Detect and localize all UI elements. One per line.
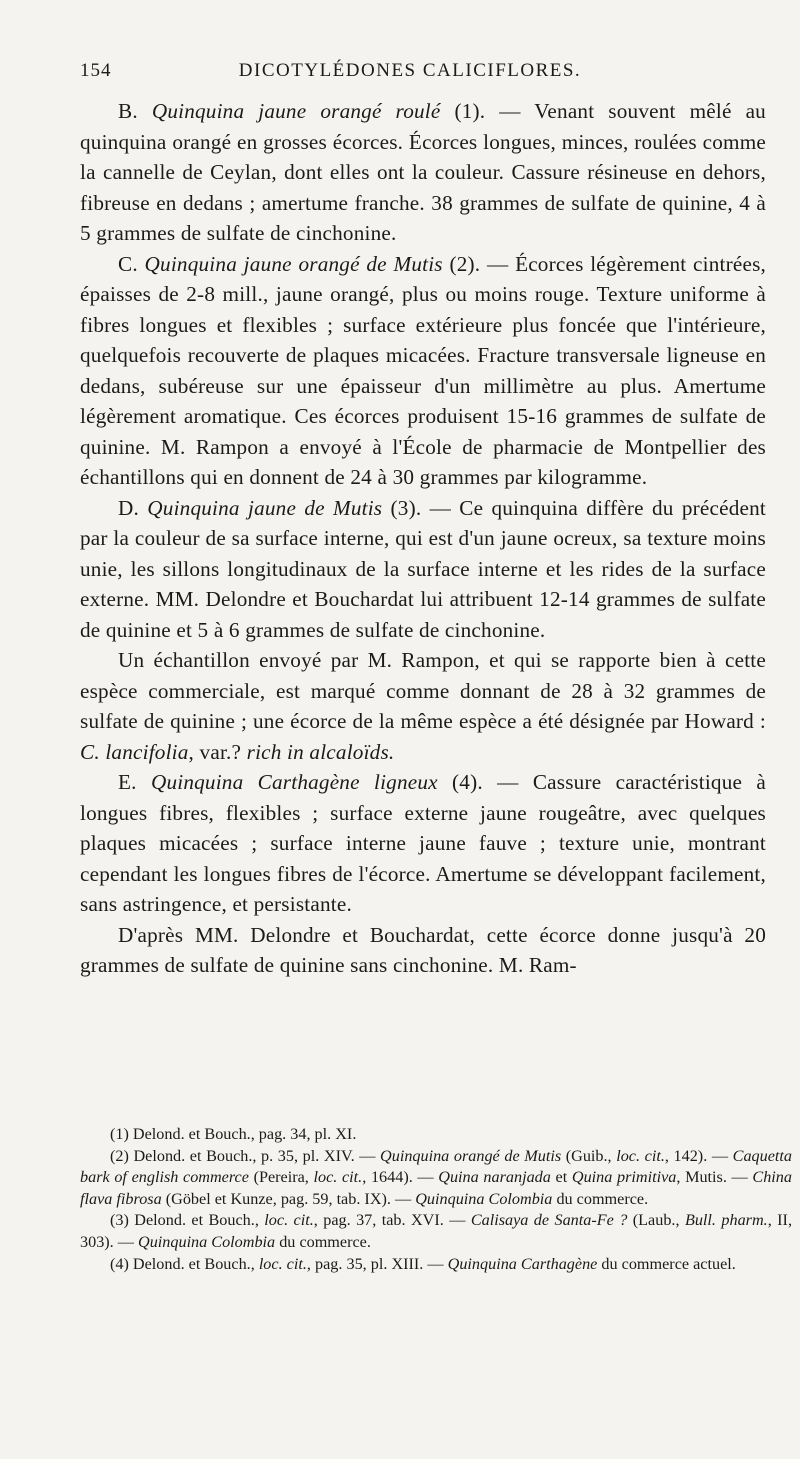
footnote-text-run: et — [550, 1168, 572, 1187]
footnote-text-run: (Pereira, — [248, 1168, 314, 1187]
footnote-text-run: , II, 303). — — [80, 1211, 792, 1251]
footnote-italic-run: Quinquina Colombia — [138, 1232, 276, 1251]
footnote-italic-run: Bull. pharm. — [684, 1211, 768, 1230]
footnote-italic-run: Caquetta bark of english commerce — [80, 1146, 793, 1187]
paragraph-italic-run: C. lancifolia — [80, 739, 189, 764]
paragraph-text-run: (4). — Cassure caractéristique à longues fibres, flexibles ; surface externe jaune rougeâtre, avec quelques plaques micacées ; surface interne jaune fauve ; texture unie, montrant cependant les longues fibres de l'écorce. Amertume se développant facilement, sans astringence, et persistante. — [80, 770, 767, 916]
running-title: DICOTYLÉDONES CALICIFLORES. — [238, 60, 582, 81]
footnote-1 — [80, 1124, 792, 1146]
paragraph-text-run: C. — [118, 251, 145, 276]
footnotes — [80, 1124, 792, 1275]
footnote-italic-run: loc. cit. — [264, 1211, 314, 1230]
footnote-text-run: , 1644). — — [362, 1168, 439, 1187]
footnote-text-run: (1) Delond. et Bouch., pag. 34, pl. XI. — [110, 1125, 357, 1143]
footnote-text-run: (2) Delond. et Bouch., p. 35, pl. XIV. — — [110, 1146, 381, 1165]
footnote-italic-run: loc. cit. — [313, 1168, 363, 1187]
footnote-italic-run: Quina primitiva — [571, 1168, 677, 1187]
paragraph-d — [80, 493, 766, 646]
paragraph-italic-run: Quinquina Carthagène ligneux — [150, 770, 438, 794]
footnote-2 — [80, 1146, 792, 1211]
paragraph-italic-run: Quinquina jaune orangé roulé — [151, 99, 441, 123]
footnote-italic-run: Quinquina orangé de Mutis — [380, 1146, 562, 1165]
footnote-italic-run: loc. cit. — [258, 1254, 307, 1273]
footnote-text-run: (4) Delond. et Bouch., — [110, 1254, 259, 1273]
footnote-text-run: , pag. 37, tab. XVI. — — [313, 1211, 471, 1230]
footnote-italic-run: Quinquina Colombia — [415, 1189, 553, 1208]
footnote-italic-run: Quina naranjada — [438, 1168, 551, 1187]
footnote-italic-run: Calisaya de Santa-Fe ? — [470, 1211, 628, 1230]
footnote-text-run: (3) Delond. et Bouch., — [110, 1211, 265, 1230]
paragraph-text-run: (1). — Venant souvent mêlé au quinquina orangé en grosses écorces. Écorces longues, minces, roulées comme la cannelle de Ceylan, dont elles ont la couleur. Cassure résineuse en dehors, fibreuse en dedans ; amertume franche. 38 grammes de sulfate de quinine, 4 à 5 grammes de sulfate de cinchonine. — [80, 99, 766, 245]
page-number: 154 — [80, 60, 112, 81]
footnote-text-run: , pag. 35, pl. XIII. — — [306, 1254, 448, 1273]
paragraph-e-continued — [80, 920, 766, 981]
paragraph-italic-run: Quinquina jaune orangé de Mutis — [144, 251, 443, 276]
footnote-text-run: (Göbel et Kunze, pag. 59, tab. IX). — — [161, 1189, 416, 1208]
paragraph-italic-run: Quinquina jaune de Mutis — [147, 495, 383, 520]
paragraph-d-continued — [80, 645, 766, 767]
footnote-3 — [80, 1210, 792, 1253]
paragraph-text-run: B. — [118, 99, 152, 123]
paragraph-b — [80, 96, 766, 249]
paragraph-italic-run: rich in alcaloïds. — [246, 739, 395, 764]
paragraph-text-run: Un échantillon envoyé par M. Rampon, et qui se rapporte bien à cette espèce commerciale, est marqué comme donnant de 28 à 32 grammes de sulfate de quinine ; une écorce de la même espèce a été désignée par Howard : — [80, 648, 766, 733]
paragraph-text-run: D'après MM. Delondre et Bouchardat, cette écorce donne jusqu'à 20 grammes de sulfate de quinine sans cinchonine. M. Ram- — [80, 922, 766, 977]
footnote-text-run: du commerce. — [552, 1189, 649, 1208]
footnote-text-run: (Guib., — [561, 1146, 617, 1165]
footnote-italic-run: loc. cit. — [616, 1146, 665, 1165]
body-text — [80, 96, 766, 981]
footnote-text-run: , Mutis. — — [676, 1168, 753, 1187]
footnote-text-run: (Laub., — [627, 1211, 685, 1230]
footnote-text-run: , 142). — — [664, 1146, 733, 1165]
paragraph-text-run: (2). — Écorces légèrement cintrées, épaisses de 2-8 mill., jaune orangé, plus ou moins rouge. Texture uniforme à fibres longues et flexibles ; surface extérieure plus foncée que l'intérieure, quelquefois recouverte de plaques micacées. Fracture transversale ligneuse en dedans, subéreuse sur une épaisseur d'un millimètre au plus. Amertume légèrement aromatique. Ces écorces produisent 15-16 grammes de sulfate de quinine. M. Rampon a envoyé à l'École de pharmacie de Montpellier des échantillons qui en donnent de 24 à 30 grammes par kilogramme. — [80, 251, 767, 489]
footnote-text-run: du commerce actuel. — [597, 1254, 736, 1273]
paragraph-c — [80, 249, 766, 493]
paragraph-text-run: E. — [118, 770, 151, 794]
footnote-text-run: du commerce. — [275, 1232, 371, 1251]
footnote-italic-run: China flava fibrosa — [80, 1168, 792, 1208]
paragraph-text-run: (3). — Ce quinquina diffère du précédent par la couleur de sa surface interne, qui est d'un jaune ocreux, sa texture moins unie, les sillons longitudinaux de la surface interne et les rides de la surface externe. MM. Delondre et Bouchardat lui attribuent 12-14 grammes de sulfate de quinine et 5 à 6 grammes de sulfate de cinchonine. — [80, 495, 767, 642]
paragraph-text-run: , var.? — [188, 739, 247, 764]
paragraph-text-run: D. — [118, 495, 148, 520]
footnote-4 — [80, 1254, 792, 1276]
page-header — [80, 60, 740, 90]
footnote-italic-run: Quinquina Carthagène — [447, 1254, 598, 1273]
paragraph-e — [80, 767, 766, 920]
